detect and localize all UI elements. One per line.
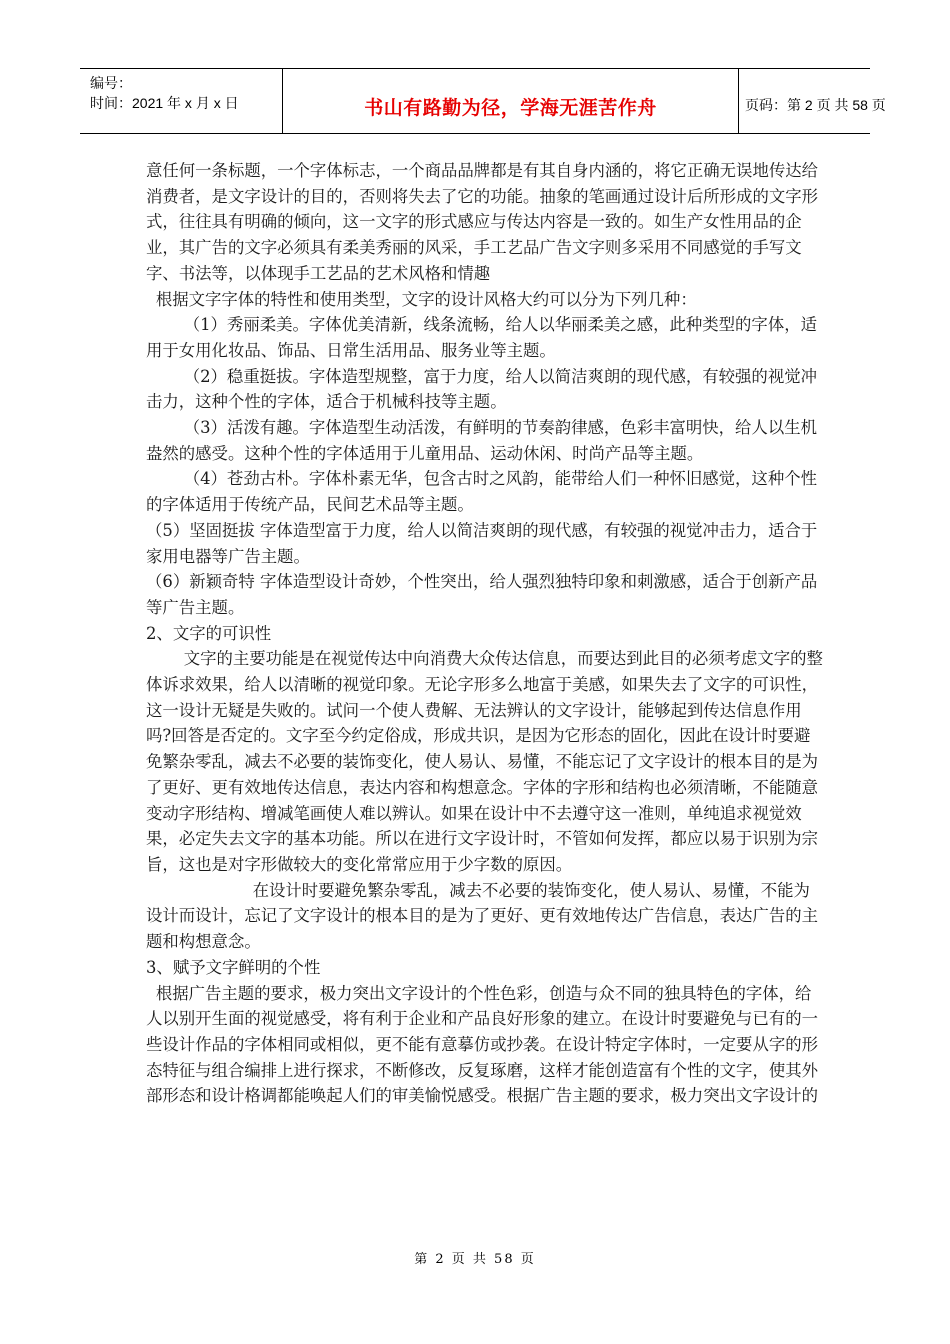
list-item: （2）稳重挺拔。字体造型规整，富于力度，给人以简洁爽朗的现代感，有较强的视觉冲击力，这种个性的字体，适合于机械科技等主题。 (146, 366, 817, 412)
list-item: （1）秀丽柔美。字体优美清新，线条流畅，给人以华丽柔美之感，此种类型的字体，适用于女用化妆品、饰品、日常生活用品、服务业等主题。 (146, 315, 817, 360)
header-page-info: 页码：第 2 页 共 58 页 (745, 97, 886, 113)
page-footer: 第 2 页 共 58 页 (414, 1252, 536, 1267)
paragraph: 根据广告主题的要求，极力突出文字设计的个性色彩，创造与众不同的独具特色的字体，给人以别开生面的视觉感受，将有利于企业和产品良好形象的建立。在设计时要避免与已有的一些设计作品的字体相同或相似，更不能有意摹仿或抄袭。在设计特定字体时，一定要从字的形态特征与组合编排上进行探求，不断修改，反复琢磨，这样才能创造富有个性的文字，使其外部形态和设计格调都能唤起人们的审美愉悦感受。根据广告主题的要求，极力突出文字设计的 (146, 983, 819, 1106)
list-item: （3）活泼有趣。字体造型生动活泼，有鲜明的节奏韵律感，色彩丰富明快，给人以生机盎然的感受。这种个性的字体适用于儿童用品、运动休闲、时尚产品等主题。 (146, 418, 817, 463)
list-item: （5）坚固挺拔 字体造型富于力度，给人以简洁爽朗的现代感，有较强的视觉冲击力，适合于家用电器等广告主题。 (146, 520, 818, 566)
section-heading: 3、赋予文字鲜明的个性 (146, 957, 321, 977)
page-header (80, 68, 886, 134)
header-info-cell (80, 69, 282, 133)
header-motto-cell (282, 69, 739, 133)
section-heading: 2、文字的可识性 (146, 623, 272, 643)
list-item: （6）新颖奇特 字体造型设计奇妙，个性突出，给人强烈独特印象和刺激感，适合于创新产品等广告主题。 (146, 572, 818, 617)
paragraph: 文字的主要功能是在视觉传达中向消费大众传达信息，而要达到此目的必须考虑文字的整体诉求效果，给人以清晰的视觉印象。无论字形多么地富于美感，如果失去了文字的可识性，这一设计无疑是失败的。试问一个使人费解、无法辨认的文字设计，能够起到传达信息作用吗?回答是否定的。文字至今约定俗成，形成共识，是因为它形态的固化，因此在设计时要避免繁杂零乱，减去不必要的装饰变化，使人易认、易懂，不能忘记了文字设计的根本目的是为了更好、更有效地传达信息，表达内容和构想意念。字体的字形和结构也必须清晰，不能随意变动字形结构、增减笔画使人难以辨认。如果在设计中不去遵守这一准则，单纯追求视觉效果，必定失去文字的基本功能。所以在进行文字设计时，不管如何发挥，都应以易于识别为宗旨，这也是对字形做较大的变化常常应用于少字数的原因。 (146, 649, 823, 874)
document-body (146, 158, 826, 1109)
list-item: （4）苍劲古朴。字体朴素无华，包含古时之风韵，能带给人们一种怀旧感觉，这种个性的字体适用于传统产品，民间艺术品等主题。 (146, 469, 817, 515)
header-motto: 书山有路勤为径，学海无涯苦作舟 (364, 97, 657, 119)
document-number: 编号： (90, 75, 132, 91)
paragraph: 在设计时要避免繁杂零乱，减去不必要的装饰变化，使人易认、易懂，不能为设计而设计，忘记了文字设计的根本目的是为了更好、更有效地传达广告信息，表达广告的主题和构想意念。 (146, 880, 819, 952)
header-page-cell (737, 69, 886, 133)
document-date: 时间：2021 年 x 月 x 日 (90, 95, 239, 111)
paragraph: 意任何一条标题，一个字体标志，一个商品品牌都是有其自身内涵的，将它正确无误地传达给消费者，是文字设计的目的，否则将失去了它的功能。抽象的笔画通过设计后所形成的文字形式，往往具有明确的倾向，这一文字的形式感应与传达内容是一致的。如生产女性用品的企业，其广告的文字必须具有柔美秀丽的风采，手工艺品广告文字则多采用不同感觉的手写文字、书法等，以体现手工艺品的艺术风格和情趣 (146, 161, 819, 283)
paragraph: 根据文字字体的特性和使用类型，文字的设计风格大约可以分为下列几种： (155, 289, 697, 309)
